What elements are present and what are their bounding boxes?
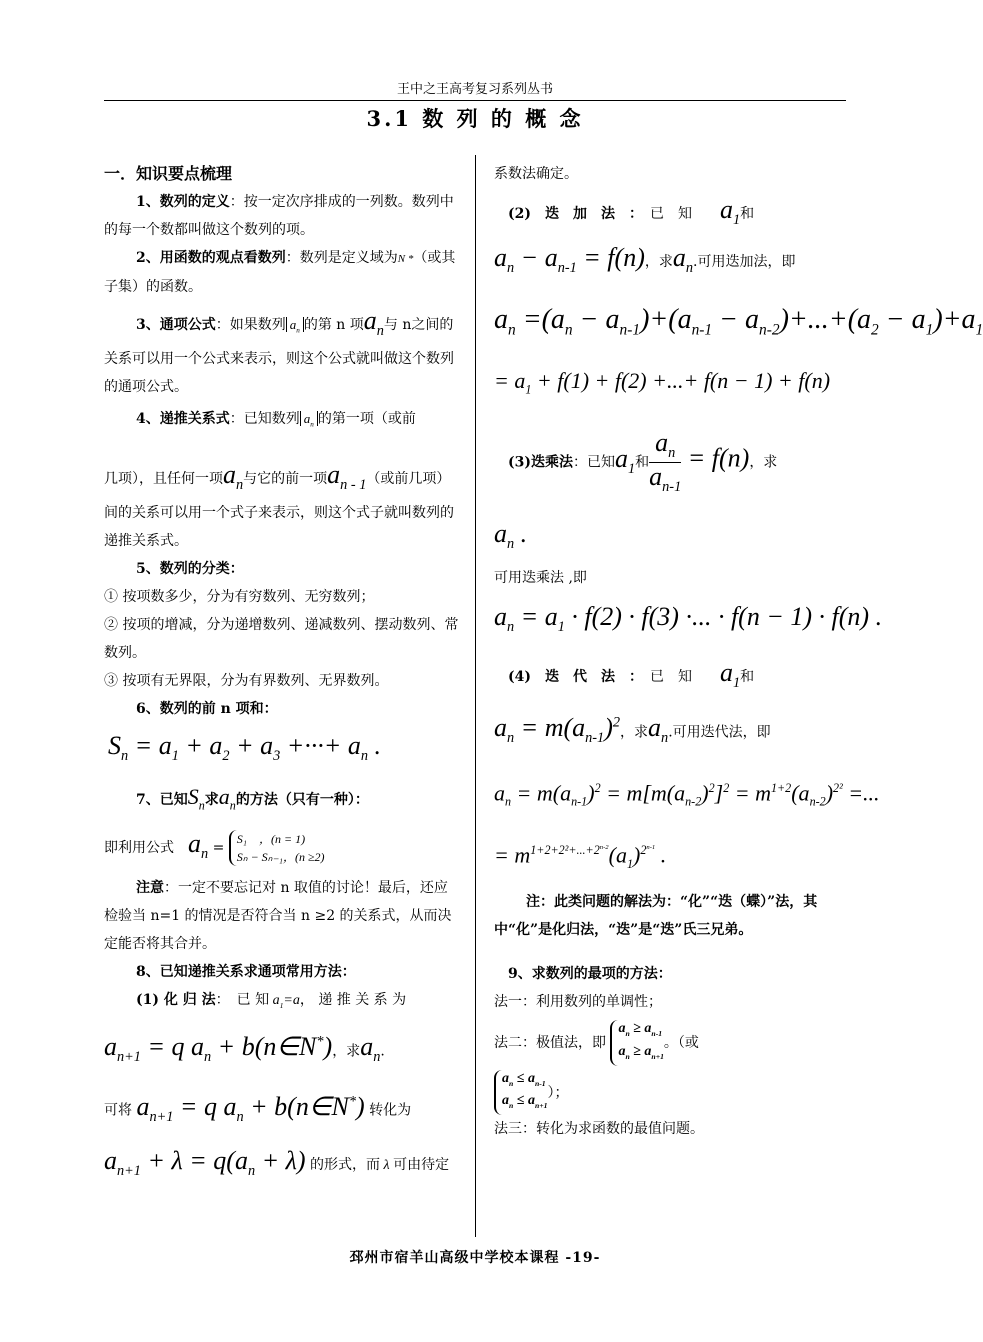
method8-reduction: (1) 化 归 法： 已 知 $a_1=a$， 递 推 关 系 为 bbox=[136, 991, 407, 1010]
page-footer: 邳州市宿羊山高级中学校本课程 -19- bbox=[349, 1250, 601, 1266]
method-note: 注：此类问题的解法为：“化”“迭（蝶）”法，其中“化”是化归法，“迭”是“迭”氏三兄弟。 bbox=[494, 894, 818, 939]
left-column bbox=[104, 160, 460, 1193]
classification-2: ② 按项的增减，分为递增数列、递减数列、摆动数列、常数列。 bbox=[104, 616, 459, 661]
column-divider bbox=[475, 155, 476, 1237]
continuation: 系数法确定。 bbox=[494, 166, 578, 182]
multiplication-target: $a_n$ . bbox=[494, 519, 528, 553]
item-function-view: 2、用函数的观点看数列：数列是定义域为N *（或其子集）的函数。 bbox=[104, 250, 456, 295]
item-method7: 7、已知$S_n$求$a_n$的方法（只有一种）： bbox=[136, 784, 369, 813]
addition-result: = $a_1 + f(1) + f(2)$ +...+ f(n − 1) + f(n) bbox=[494, 367, 831, 397]
iteration-expansion: $a_n = m(a_{n-1})^2 = m[m(a_{n-2})^2]^2 = m^{1+2}(a_{n-2})^{2^2}$ =... bbox=[494, 779, 880, 809]
reduction-formula: $a_{n+1} = q$ $a_n$ + b(n∈N*)，求$a_n$. bbox=[104, 1032, 385, 1066]
iteration-recurrence: $a_n = m(a_{n-1})^2$，求$a_n$.可用迭代法，即 bbox=[494, 713, 771, 747]
classification-1: ① 按项数多少，分为有穷数列、无穷数列； bbox=[104, 588, 375, 605]
addition-expansion: $a_n =(a_n - a_{n-1})+(a_{n-1} - a_{n-2})+...+(a_2 - a_1)+a_1$ bbox=[494, 304, 983, 339]
page-title: 3.1 数 列 的 概 念 bbox=[366, 106, 584, 131]
item-general-term: 3、通项公式：如果数列 $a_n$ 的第 n 项$a_n$与 n之间的关系可以用一个公式来表示，则这个公式就叫做这个数列的通项公式。 bbox=[104, 306, 454, 396]
item-classification: 5、数列的分类： bbox=[136, 560, 244, 577]
method-iteration: (4) 迭 代 法 ： 已 知 $a_1$和 bbox=[508, 657, 755, 691]
multiplication-use: 可用迭乘法 ,即 bbox=[494, 570, 587, 587]
item-definition: 1、数列的定义：按一定次序排成的一列数。数列中的每一个数都叫做这个数列的项。 bbox=[104, 194, 454, 238]
section-heading: 一．知识要点梳理 bbox=[104, 164, 233, 183]
right-column bbox=[494, 160, 983, 1143]
extremum-3: 法三：转化为求函数的最值问题。 bbox=[494, 1121, 704, 1138]
classification-3: ③ 按项有无界限，分为有界数列、无界数列。 bbox=[104, 672, 389, 689]
sum-formula: $S_n = a_1 + a_2 + a_3$ +···+ $a_n$ . bbox=[108, 730, 382, 765]
item-recurrence-b: 几项），且任何一项$a_n$与它的前一项$a_{n - 1}$（或前几项）间的关系可以用一个式子来表示，则这个式子就叫数列的递推关系式。 bbox=[104, 459, 454, 549]
item-method8: 8、已知递推关系求通项常用方法： bbox=[136, 963, 356, 980]
reduction-form: $a_{n+1} + \lambda = q(a_n + \lambda)$ 的形式，而 λ 可由待定 bbox=[104, 1146, 450, 1180]
addition-recurrence: $a_n - a_{n-1} = f(n)$，求$a_n$.可用迭加法，即 bbox=[494, 243, 796, 277]
method-multiplication: (3)迭乘法：已知$a_1$和 $\frac{a_n}{a_{n-1}}$ = f(n)，求 bbox=[508, 428, 778, 496]
item-extremum: 9、求数列的最项的方法： bbox=[508, 966, 672, 983]
multiplication-result: $a_n = a_1 \cdot f(2) \cdot f(3)$ ·... · f(n − 1) · f(n) . bbox=[494, 602, 883, 636]
extremum-2-alt: $a_n \le a_{n-1}$ $a_n \le a_{n+1}$ ）； bbox=[494, 1070, 950, 1116]
piecewise-formula: 即利用公式 $a_n$ = S₁ ，(n = 1) Sₙ − Sₙ₋₁，(n ≥2) bbox=[104, 828, 325, 864]
running-header: 王中之王高考复习系列丛书 bbox=[104, 78, 846, 101]
iteration-result: = $m^{1+2+2^2+...+2^{n-2}}(a_1)^{2^{n-1}}$ . bbox=[494, 842, 667, 872]
reduction-transform: 可将 $a_{n+1} = q$ $a_n$ + b(n∈N*) 转化为 bbox=[104, 1092, 412, 1126]
note-paragraph: 注意：一定不要忘记对 n 取值的讨论！最后，还应检验当 n=1 的情况是否符合当 n ≥2 的关系式，从而决定能否将其合并。 bbox=[104, 879, 452, 952]
extremum-2: 法二：极值法，即 $a_n \ge a_{n-1}$ $a_n \ge a_{n+1}$ 。（或 bbox=[494, 1020, 950, 1066]
method-addition: (2) 迭 加 法 ： 已 知 $a_1$和 bbox=[508, 195, 755, 229]
extremum-1: 法一：利用数列的单调性； bbox=[494, 994, 662, 1011]
item-partial-sum: 6、数列的前 n 项和： bbox=[136, 700, 278, 717]
item-recurrence-a: 4、递推关系式：已知数列 $a_n$ 的第一项（或前 bbox=[136, 411, 416, 429]
